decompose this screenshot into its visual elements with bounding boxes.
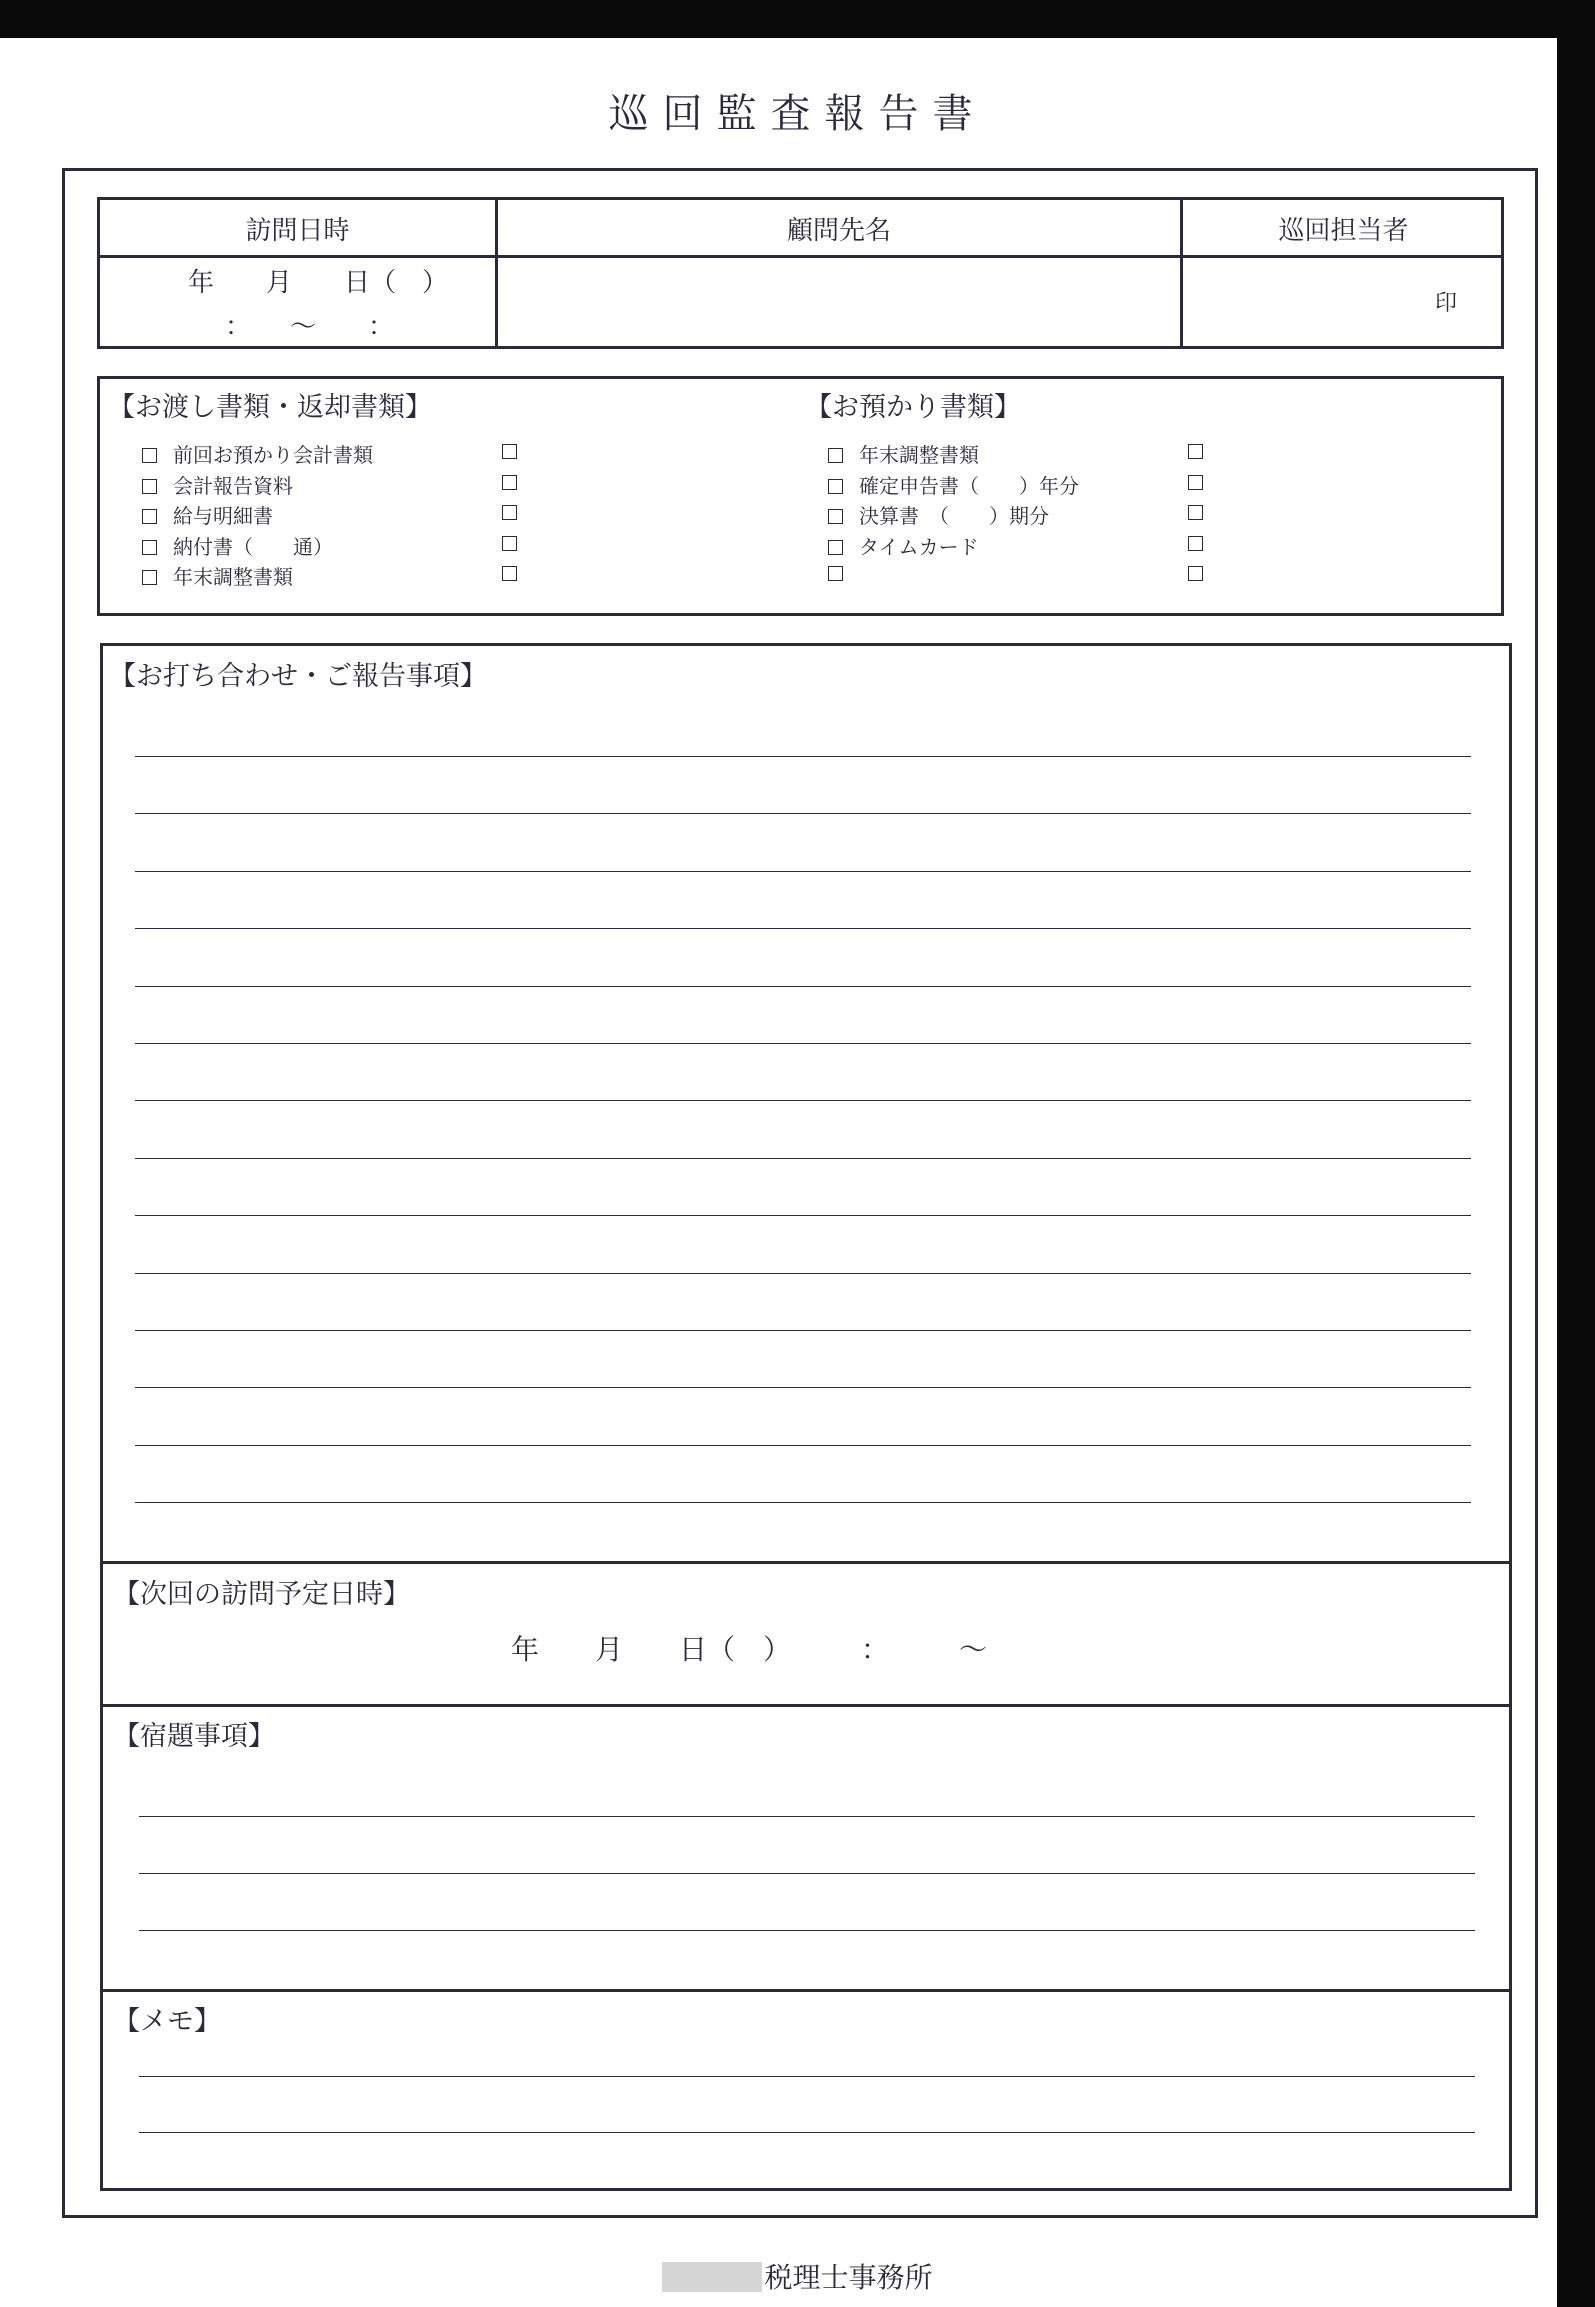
documents-section bbox=[97, 376, 1504, 616]
writing-line bbox=[135, 1215, 1471, 1216]
next-visit-date-field[interactable]: 年 月 日（ ） ： ～ bbox=[511, 1633, 988, 1666]
checkbox[interactable] bbox=[142, 479, 157, 494]
memo-title: 【メモ】 bbox=[113, 2006, 221, 2037]
writing-line bbox=[139, 2076, 1475, 2077]
writing-line bbox=[135, 1502, 1471, 1503]
list-item[interactable] bbox=[828, 561, 1448, 592]
page-title: 巡回監査報告書 bbox=[608, 91, 987, 137]
office-footer: 税理士事務所 bbox=[0, 2256, 1595, 2296]
writing-line bbox=[135, 986, 1471, 987]
list-item[interactable]: 年末調整書類 bbox=[828, 439, 1448, 470]
checkbox[interactable] bbox=[828, 509, 843, 524]
return-checkbox[interactable] bbox=[502, 475, 517, 490]
checkbox[interactable] bbox=[142, 570, 157, 585]
section-divider bbox=[103, 1561, 1509, 1564]
scan-right-edge bbox=[1557, 0, 1595, 2307]
list-item[interactable]: 年末調整書類 bbox=[142, 561, 802, 592]
section-divider bbox=[103, 1704, 1509, 1707]
writing-line bbox=[135, 756, 1471, 757]
writing-line bbox=[135, 1445, 1471, 1446]
return-checkbox[interactable] bbox=[502, 536, 517, 551]
scan-top-edge bbox=[0, 0, 1595, 38]
staff-header: 巡回担当者 bbox=[1278, 216, 1409, 246]
writing-line bbox=[139, 1873, 1475, 1874]
checkbox[interactable] bbox=[828, 479, 843, 494]
return-checkbox[interactable] bbox=[1188, 566, 1203, 581]
checkbox[interactable] bbox=[142, 509, 157, 524]
received-docs-title: 【お預かり書類】 bbox=[805, 392, 1021, 423]
checkbox[interactable] bbox=[828, 540, 843, 555]
return-checkbox[interactable] bbox=[1188, 475, 1203, 490]
checkbox[interactable] bbox=[828, 566, 843, 581]
writing-line bbox=[135, 1387, 1471, 1388]
visit-date-field[interactable]: 年 月 日（ ） bbox=[188, 268, 449, 298]
client-name-header: 顧問先名 bbox=[786, 216, 891, 246]
handover-docs-title: 【お渡し書類・返却書類】 bbox=[108, 392, 432, 423]
handover-docs-list bbox=[142, 439, 802, 592]
meeting-notes-title: 【お打ち合わせ・ご報告事項】 bbox=[109, 661, 487, 692]
list-item[interactable]: 会計報告資料 bbox=[142, 470, 802, 501]
return-checkbox[interactable] bbox=[1188, 444, 1203, 459]
writing-line bbox=[139, 1930, 1475, 1931]
return-checkbox[interactable] bbox=[502, 444, 517, 459]
list-item[interactable]: 決算書 （ ）期分 bbox=[828, 500, 1448, 531]
list-item[interactable]: 確定申告書（ ）年分 bbox=[828, 470, 1448, 501]
visit-header-table bbox=[97, 197, 1504, 349]
received-docs-list bbox=[828, 439, 1448, 592]
report-main-box bbox=[100, 643, 1512, 2191]
return-checkbox[interactable] bbox=[1188, 536, 1203, 551]
list-item[interactable]: タイムカード bbox=[828, 531, 1448, 562]
return-checkbox[interactable] bbox=[1188, 505, 1203, 520]
next-visit-title: 【次回の訪問予定日時】 bbox=[113, 1579, 410, 1610]
client-name-field[interactable] bbox=[498, 258, 1180, 346]
visit-time-field[interactable]: ： ～ ： bbox=[225, 312, 395, 342]
return-checkbox[interactable] bbox=[502, 566, 517, 581]
writing-line bbox=[135, 1100, 1471, 1101]
checkbox[interactable] bbox=[142, 448, 157, 463]
checkbox[interactable] bbox=[142, 540, 157, 555]
checkbox[interactable] bbox=[828, 448, 843, 463]
writing-line bbox=[135, 1043, 1471, 1044]
writing-line bbox=[139, 1816, 1475, 1817]
list-item[interactable]: 前回お預かり会計書類 bbox=[142, 439, 802, 470]
list-item[interactable]: 給与明細書 bbox=[142, 500, 802, 531]
redacted-name bbox=[662, 2262, 762, 2292]
seal-mark: 印 bbox=[1435, 291, 1458, 316]
pending-items-title: 【宿題事項】 bbox=[113, 1721, 275, 1752]
writing-line bbox=[135, 871, 1471, 872]
writing-line bbox=[135, 1158, 1471, 1159]
writing-line bbox=[135, 928, 1471, 929]
list-item[interactable]: 納付書（ 通） bbox=[142, 531, 802, 562]
writing-line bbox=[135, 1273, 1471, 1274]
section-divider bbox=[103, 1989, 1509, 1992]
writing-line bbox=[139, 2132, 1475, 2133]
visit-date-header: 訪問日時 bbox=[245, 216, 350, 246]
return-checkbox[interactable] bbox=[502, 505, 517, 520]
writing-line bbox=[135, 813, 1471, 814]
writing-line bbox=[135, 1330, 1471, 1331]
